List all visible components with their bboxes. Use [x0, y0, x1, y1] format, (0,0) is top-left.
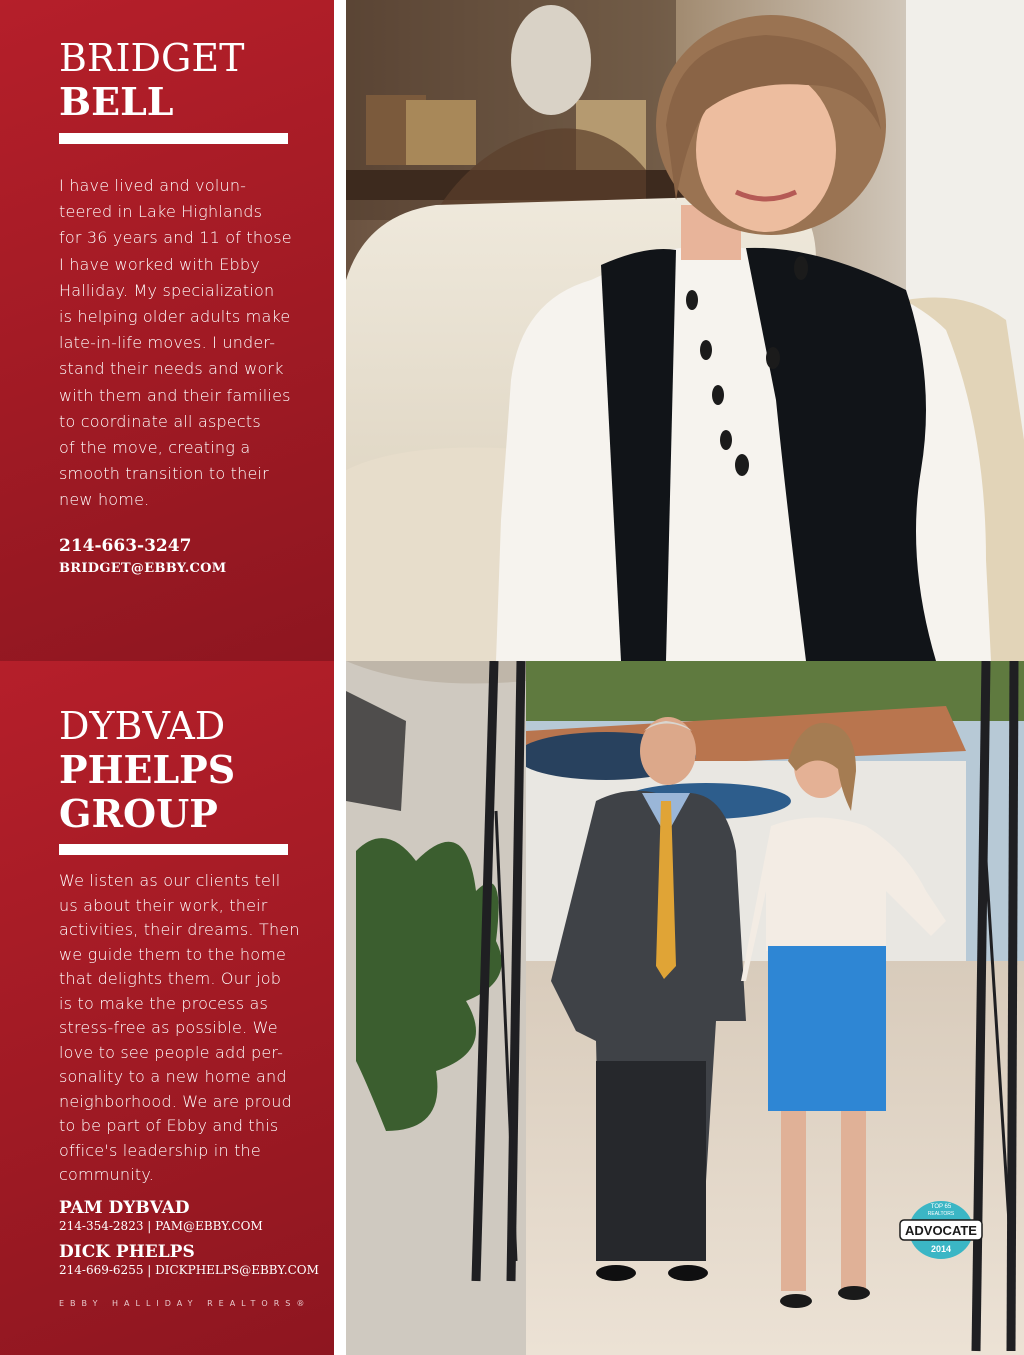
- bio-line: we guide them to the home: [59, 944, 287, 964]
- bio-line: is to make the process as: [59, 993, 269, 1013]
- bio-line: late-in-life moves. I under-: [59, 333, 276, 353]
- agent-email[interactable]: BRIDGET@EBBY.COM: [59, 561, 227, 576]
- bio-line: with them and their families: [59, 385, 291, 405]
- badge-year: 2014: [930, 1244, 952, 1254]
- bio-line: I have lived and volun-: [59, 176, 247, 195]
- bio-line: smooth transition to their: [59, 464, 269, 484]
- bio-line: stand their needs and work: [59, 359, 284, 379]
- group-name-line1: DYBVAD: [59, 704, 226, 748]
- bio-line: love to see people add per-: [59, 1042, 284, 1062]
- group-bio: [59, 869, 300, 1188]
- bio-line: us about their work, their: [59, 895, 268, 915]
- agent-bio: [59, 173, 292, 514]
- advocate-top-realtors-badge: [898, 1200, 984, 1260]
- bio-line: stress-free as possible. We: [59, 1018, 278, 1037]
- bio-line: is helping older adults make: [59, 307, 291, 327]
- badge-brand: ADVOCATE: [905, 1223, 977, 1238]
- portrait-illustration: [346, 0, 1024, 661]
- bio-line: We listen as our clients tell: [59, 871, 281, 890]
- agent-name-first: BRIDGET: [59, 36, 245, 80]
- member-contact-dick[interactable]: 214-669-6255 | DICKPHELPS@EBBY.COM: [59, 1263, 319, 1277]
- group-name-line3: GROUP: [59, 791, 218, 836]
- bio-line: neighborhood. We are proud: [59, 1091, 292, 1111]
- group-name-heading: [59, 704, 235, 836]
- member-contact-pam[interactable]: 214-354-2823 | PAM@EBBY.COM: [59, 1219, 263, 1233]
- title-divider: [59, 133, 288, 144]
- bio-line: office's leadership in the: [59, 1140, 261, 1160]
- agent-panel-bridget-bell: [0, 0, 334, 661]
- agent-panel-dybvad-phelps: [0, 661, 334, 1355]
- title-divider: [59, 844, 288, 855]
- group-name-line2: PHELPS: [59, 747, 236, 792]
- bio-line: I have worked with Ebby: [59, 254, 260, 274]
- bio-line: of the move, creating a: [59, 438, 251, 458]
- agent-phone[interactable]: 214-663-3247: [59, 536, 192, 556]
- photo-bridget-bell: [346, 0, 1024, 661]
- bio-line: new home.: [59, 490, 150, 510]
- bio-line: Halliday. My specialization: [59, 280, 275, 300]
- footer-brand: EBBY HALLIDAY REALTORS®: [59, 1299, 311, 1308]
- bio-line: community.: [59, 1165, 155, 1184]
- badge-graphic: [898, 1200, 984, 1260]
- badge-sub-text: REALTORS: [927, 1211, 955, 1217]
- bio-line: for 36 years and 11 of those: [59, 228, 292, 248]
- bio-line: to coordinate all aspects: [59, 411, 261, 431]
- bio-line: that delights them. Our job: [59, 969, 282, 988]
- member-name-pam: PAM DYBVAD: [59, 1198, 190, 1218]
- bio-line: to be part of Ebby and this: [59, 1116, 279, 1135]
- member-name-dick: DICK PHELPS: [59, 1242, 195, 1262]
- bio-line: teered in Lake Highlands: [59, 202, 263, 222]
- agent-name-heading: [59, 36, 244, 124]
- bio-line: sonality to a new home and: [59, 1067, 287, 1086]
- agent-name-last: BELL: [59, 79, 174, 124]
- badge-top-text: TOP 65: [930, 1204, 952, 1210]
- bio-line: activities, their dreams. Then: [59, 920, 300, 939]
